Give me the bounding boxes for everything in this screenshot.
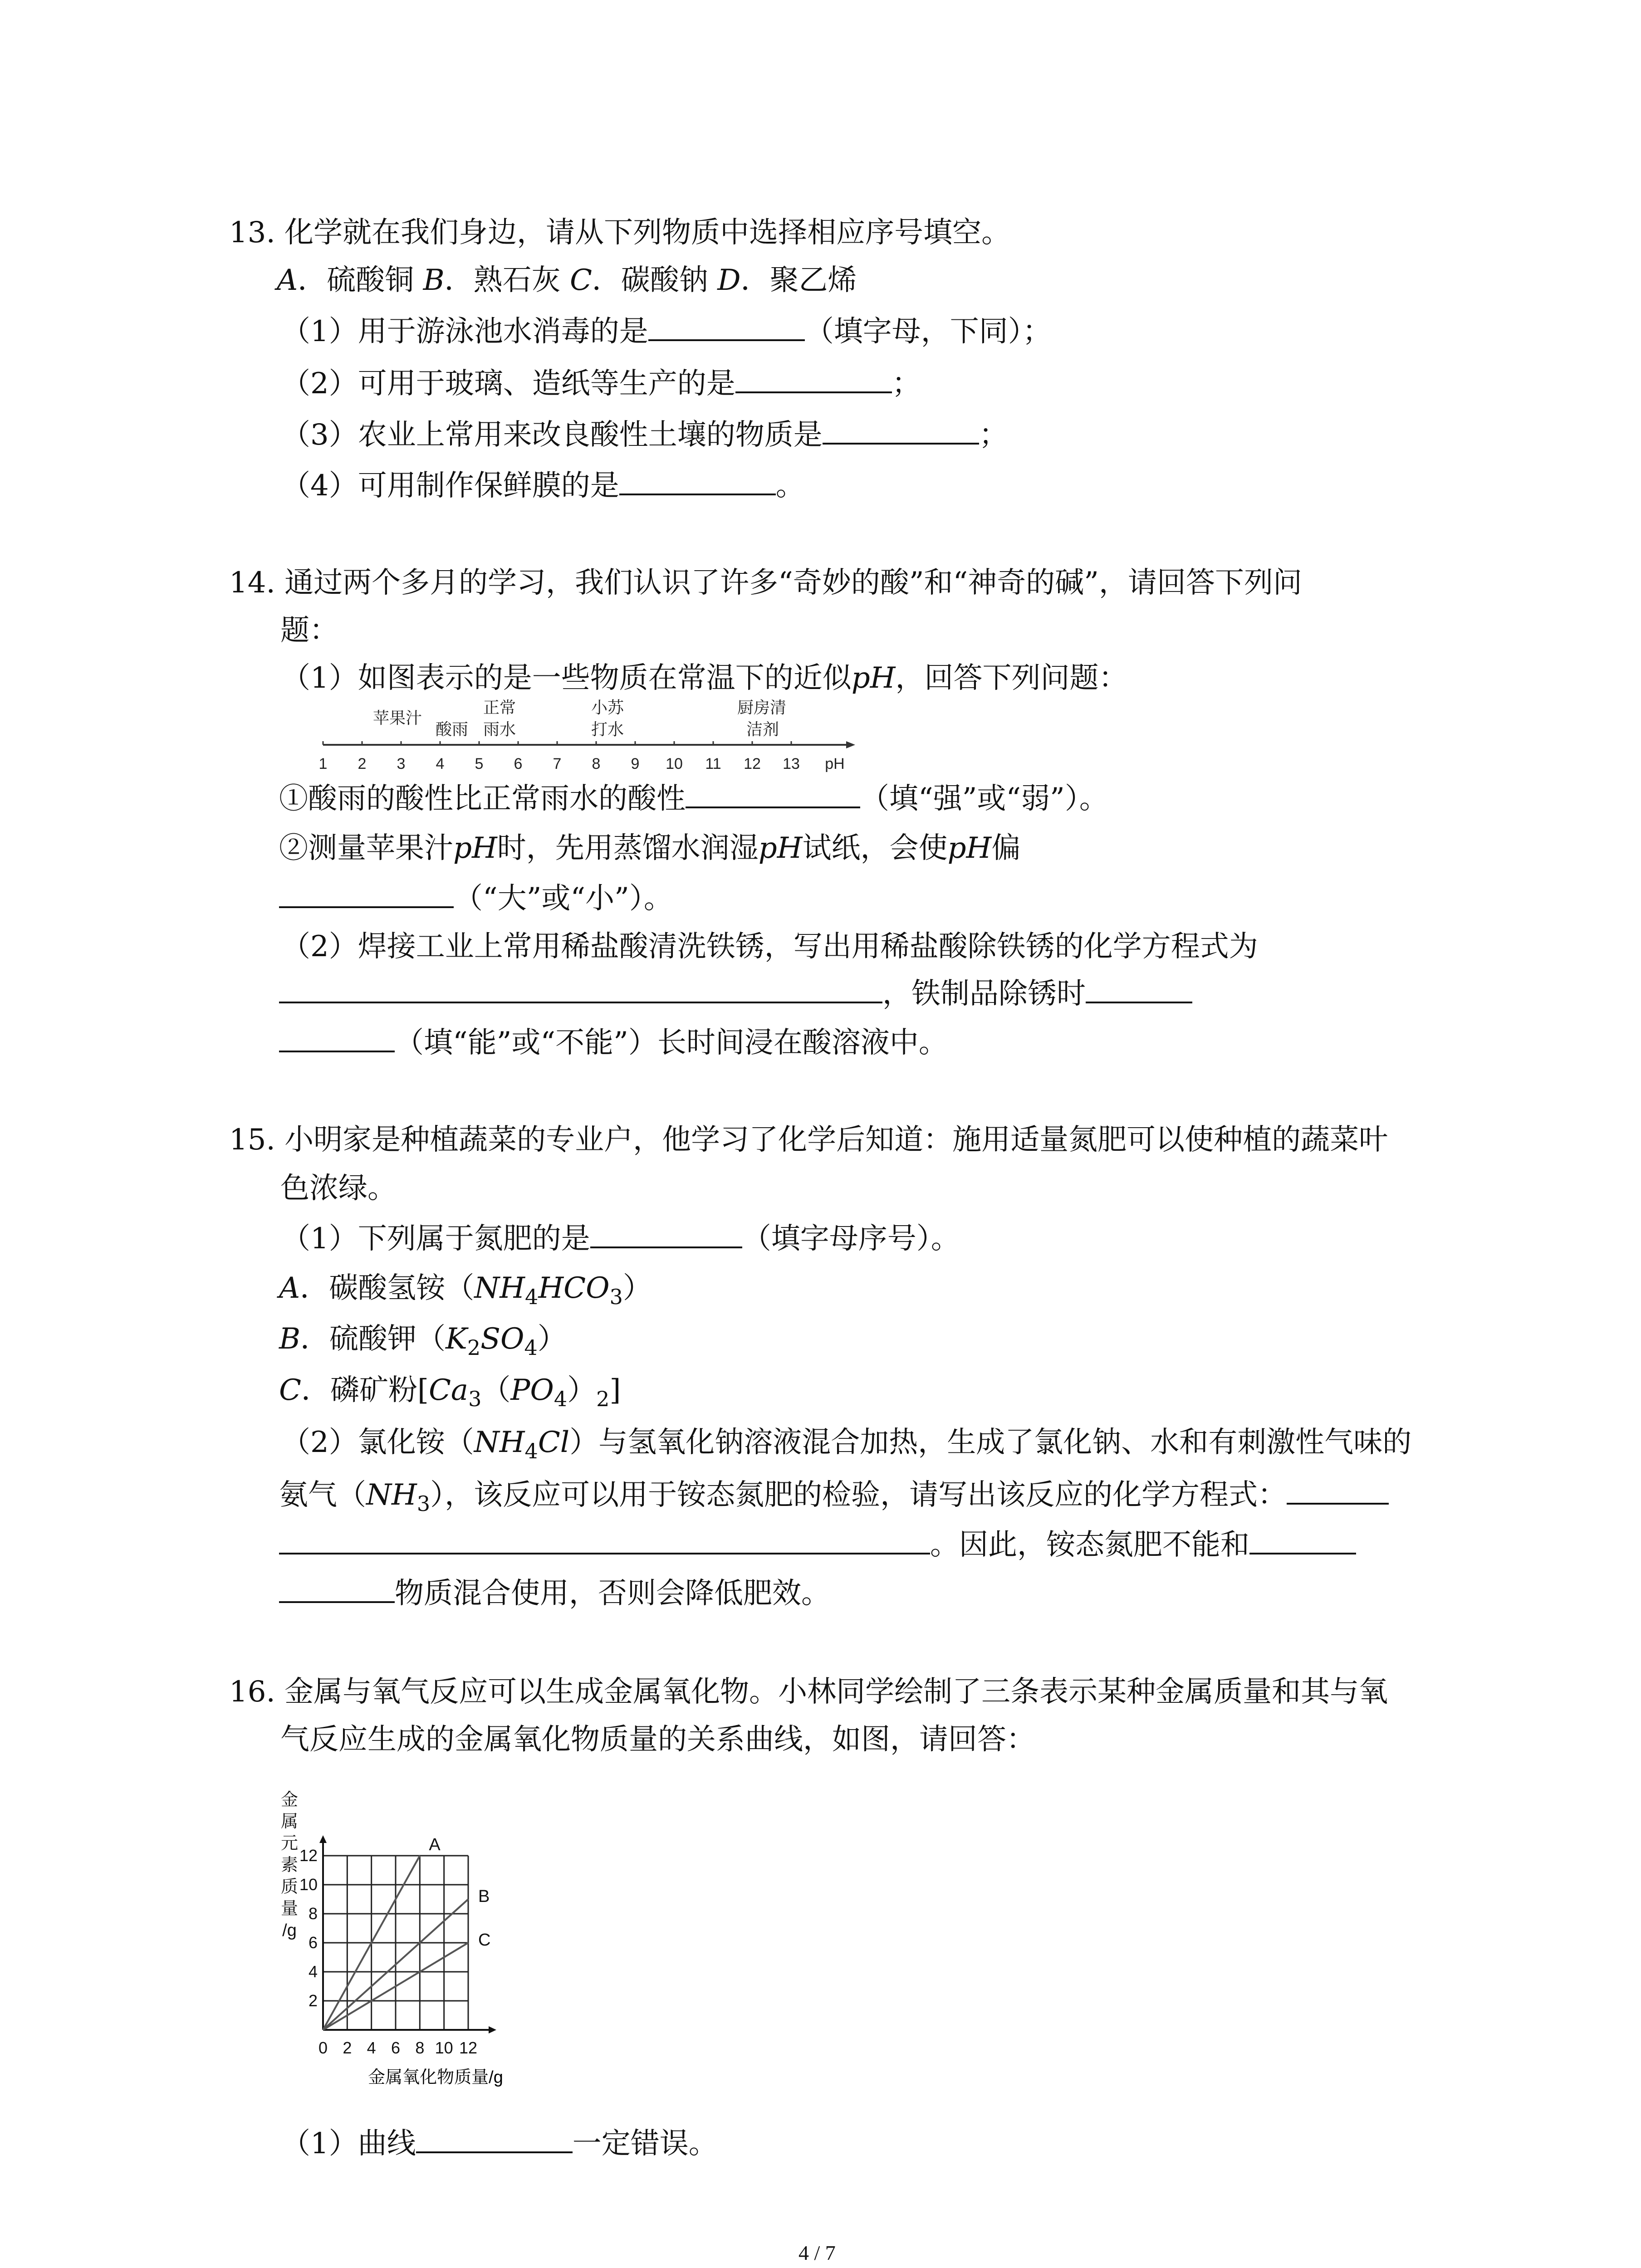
q13-option-c-letter: C [569,264,592,297]
q13-option-b: ．熟石灰 [444,264,561,297]
q15-part-1: （1）下列属于氮肥的是 （填字母序号）。 [281,1220,960,1257]
x-tick-label: 6 [391,2038,401,2057]
x-tick-label: 8 [415,2038,425,2057]
q15-stem-line-2: 色浓绿。 [280,1172,397,1205]
ph-tick-label: 4 [436,755,445,772]
answer-blank[interactable] [279,1575,395,1603]
answer-blank[interactable] [590,1220,742,1248]
ph-tick-label: 8 [592,755,601,772]
answer-blank[interactable] [279,880,454,908]
answer-blank[interactable] [1086,975,1192,1003]
q14-part-2-cont: ，铁制品除锈时 [279,975,1192,1012]
q13-option-a: ．硫酸铜 [298,264,414,297]
ph-tick-label: 12 [744,755,761,772]
ph-label-apple-juice: 苹果汁 [373,709,422,727]
q13-part-1: （1）用于游泳池水消毒的是 （填字母，下同）； [281,313,1052,350]
q15-part-2-line-3: 。因此，铵态氮肥不能和 [279,1526,1356,1563]
ph-axis-arrow [846,741,855,748]
x-tick-label: 4 [367,2038,376,2057]
q13-option-a-letter: A [277,264,298,297]
x-tick-label: 12 [459,2038,478,2057]
answer-blank[interactable] [1249,1526,1356,1554]
ph-label-normal-rain-2: 雨水 [483,720,516,738]
chart-y-label-char: 属 [280,1812,299,1831]
q13-option-d: ．聚乙烯 [740,264,857,297]
y-tick-label: 8 [308,1904,318,1923]
q16-stem-line-1: 16. 金属与氧气反应可以生成金属氧化物。小林同学绘制了三条表示某种金属质量和其与氧 [229,1675,1388,1709]
ph-tick-label: 13 [783,755,800,772]
q13-option-d-letter: D [717,264,741,297]
metal-mass-chart [272,1783,617,2100]
q13-options [277,262,857,298]
q16-stem-line-2: 气反应生成的金属氧化物质量的关系曲线，如图，请回答： [280,1723,1035,1756]
q15-option-c: C．磷矿粉$[Ca_3(PO_4)_2]$ [279,1374,621,1411]
ph-tick-label: 3 [397,755,406,772]
q14-sub-2-cont: （“大”或“小”）。 [279,880,673,917]
series-label-C: C [478,1931,491,1950]
chart-x-label: 金属氧化物质量/g [368,2068,503,2087]
q15-part-2-line-2: 氨气$(NH_3)$，该反应可以用于铵态氮肥的检验，请写出该反应的化学方程式： [279,1476,1389,1522]
chart-y-label-char: 量 [280,1899,299,1918]
q14-stem-line-2: 题： [280,614,338,647]
ph-tick-label: 2 [358,755,367,772]
answer-blank[interactable] [279,975,882,1003]
ph-tick-label: 9 [631,755,640,772]
answer-blank[interactable] [279,1526,930,1554]
y-tick-label: 2 [308,1991,318,2010]
q13-part-4: （4）可用制作保鲜膜的是 。 [281,467,805,504]
ph-ticks [319,741,845,772]
ph-tick-label: 7 [553,755,562,772]
q13-part-2: （2）可用于玻璃、造纸等生产的是 ； [281,365,921,402]
q13-part-3: （3）农业上常用来改良酸性土壤的物质是 ； [281,416,1008,453]
q15-option-b: B．硫酸钾$(K_2SO_4)$ [279,1322,567,1360]
ph-tick-label: 5 [475,755,484,772]
x-tick-label: 10 [435,2038,453,2057]
x-axis-arrow [489,2026,496,2033]
x-tick-label: 0 [318,2038,328,2057]
chart-y-label-char: 元 [280,1834,299,1853]
y-axis-arrow [319,1835,327,1843]
answer-blank[interactable] [416,2125,573,2153]
ph-label-soda-1: 小苏 [591,698,624,717]
q16-part-1: （1）曲线 一定错误。 [281,2125,718,2162]
y-tick-label: 12 [299,1846,318,1865]
q13-stem: 13. 化学就在我们身边，请从下列物质中选择相应序号填空。 [229,216,1011,249]
series-label-B: B [478,1887,490,1906]
answer-blank[interactable] [735,365,892,393]
chart-y-label [281,1790,298,1940]
ph-tick-label: 6 [514,755,523,772]
q14-part-2: （2）焊接工业上常用稀盐酸清洗铁锈，写出用稀盐酸除铁锈的化学方程式为 [281,930,1258,963]
q14-stem-line-1: 14. 通过两个多月的学习，我们认识了许多“奇妙的酸”和“神奇的碱”，请回答下列问 [229,566,1302,600]
q15-part-2: （2）氯化铵$(NH_4Cl)$与氢氧化钠溶液混合加热，生成了氯化钠、水和有刺激性气味的 [281,1426,1412,1463]
chart-y-label-char: 金 [280,1790,299,1809]
ph-tick-label: 11 [705,755,721,772]
ph-label-acid-rain: 酸雨 [436,720,469,738]
ph-label-cleaner-1: 厨房清 [737,698,787,717]
y-tick-label: 6 [308,1933,318,1952]
answer-blank[interactable] [823,416,979,445]
ph-scale-figure [272,694,862,785]
q15-part-2-line-4: 物质混合使用，否则会降低肥效。 [279,1575,830,1612]
chart-axes [319,1835,496,2033]
q14-sub-1: ①酸雨的酸性比正常雨水的酸性 （填“强”或“弱”）。 [279,780,1108,817]
q14-sub-2: ②测量苹果汁pH时，先用蒸馏水润湿pH试纸，会使pH偏 [279,831,1021,865]
y-tick-label: 4 [308,1962,318,1981]
q14-part-1-intro: （1）如图表示的是一些物质在常温下的近似pH，回答下列问题： [281,661,1128,695]
chart-grid [323,1856,468,2030]
ph-label-soda-2: 打水 [591,720,624,738]
q13-option-b-letter: B [423,264,445,297]
chart-y-label-char: 质 [280,1877,299,1897]
q14-part-2-cont-2: （填“能”或“不能”）长时间浸在酸溶液中。 [279,1024,948,1061]
chart-y-label-char: 素 [280,1856,299,1875]
chart-y-label-char: /g [282,1921,297,1940]
x-tick-label: 2 [343,2038,352,2057]
page-number: 4 / 7 [798,2241,836,2264]
q13-option-c: ．碳酸钠 [592,264,708,297]
q15-stem-line-1: 15. 小明家是种植蔬菜的专业户，他学习了化学后知道：施用适量氮肥可以使种植的蔬菜叶 [229,1123,1388,1157]
answer-blank[interactable] [648,313,805,341]
answer-blank[interactable] [619,467,776,495]
answer-blank[interactable] [279,1024,395,1052]
ph-tick-label: 1 [318,755,328,772]
answer-blank[interactable] [1287,1476,1389,1505]
series-label-A: A [429,1835,441,1854]
q15-option-a: A．碳酸氢铵$(NH_4HCO_3)$ [279,1271,652,1309]
y-tick-label: 10 [299,1875,318,1894]
ph-label-normal-rain-1: 正常 [483,698,516,717]
answer-blank[interactable] [686,780,860,808]
ph-label-cleaner-2: 洁剂 [746,720,779,738]
ph-tick-label: 10 [666,755,683,772]
ph-tick-label: pH [825,755,845,772]
